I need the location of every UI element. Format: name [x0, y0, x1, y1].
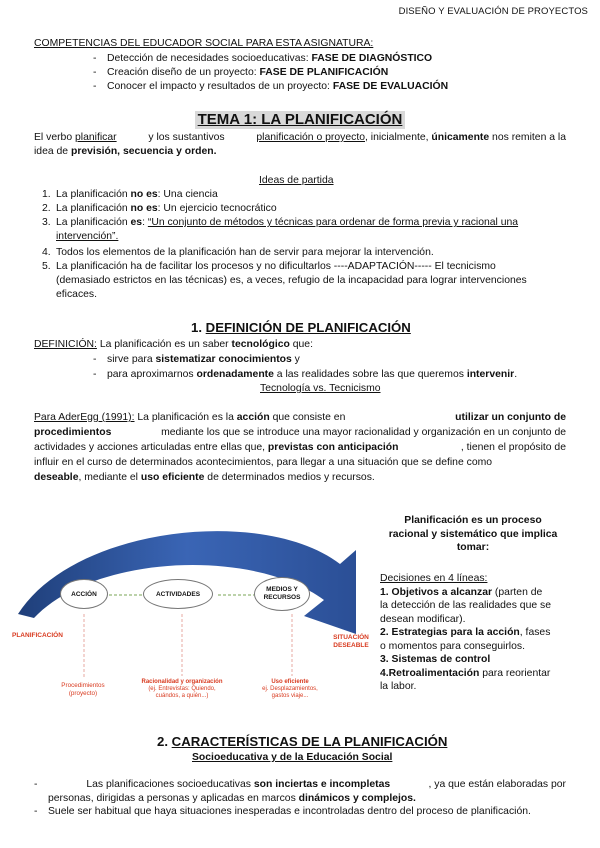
section-1-heading: 1. DEFINICIÓN DE PLANIFICACIÓN	[191, 320, 411, 335]
medios-node: MEDIOS Y RECURSOS	[254, 577, 310, 611]
definicion-item: sirve para sistematizar conocimientos y	[107, 354, 300, 365]
competencia-item: Creación diseño de un proyecto: FASE DE PLANIFICACIÓN	[107, 67, 389, 78]
list-item: 2. La planificación no es: Un ejercicio tecnocrático	[42, 203, 277, 214]
section-2-subtitle: Socioeducativa y de la Educación Social	[192, 752, 393, 763]
caracteristicas-list: Las planificaciones socioeducativas son inciertas e incompletas , ya que están elaboradas por personas, dirigidas a personas y aplicadas en marcos dinámicos y complejos. Suele ser habitual que haya situaciones inesperadas e incontroladas dentro del proceso de planificación.	[48, 779, 566, 817]
list-item: Las planificaciones socioeducativas son inciertas e incompletas , ya que están elaboradas por	[86, 779, 566, 790]
definicion: DEFINICIÓN: La planificación es un saber tecnológico que:	[34, 339, 313, 350]
ideas-title: Ideas de partida	[259, 175, 334, 186]
competencia-item: Detección de necesidades socioeducativas: FASE DE DIAGNÓSTICO	[107, 53, 433, 64]
procedimientos-label: Procedimientos (proyecto)	[61, 682, 105, 697]
list-item: Suele ser habitual que haya situaciones inesperadas e incontroladas dentro del proceso de planificación.	[48, 806, 531, 817]
actividades-node: ACTIVIDADES	[143, 579, 213, 609]
decisiones-block: Decisiones en 4 líneas: 1. Objetivos a alcanzar (parten de la detección de las realidades que se desean modificar). 2. Estrategias para la acción, fases o momentos para conseguirlos. 3. Sistemas de control 4.Retroalimentación para reorientar la labor.	[380, 573, 551, 692]
competencia-item: Conocer el impacto y resultados de un proyecto: FASE DE EVALUACIÓN	[107, 81, 449, 92]
definicion-item: para aproximarnos ordenadamente a las realidades sobre las que queremos intervenir.	[107, 369, 518, 380]
situacion-deseable-label: SITUACIÓN DESEABLE	[333, 634, 369, 649]
accion-node: ACCIÓN	[60, 579, 108, 609]
racionalidad-label: Racionalidad y organización (ej. Entrevistas: Quiendo, cuándos, a quién...)	[141, 679, 223, 699]
list-item: 1. La planificación no es: Una ciencia	[42, 189, 218, 200]
list-item: 3. La planificación es: “Un conjunto de métodos y técnicas para ordenar de forma previa y racional una	[42, 217, 519, 228]
planificacion-label: PLANIFICACIÓN	[12, 632, 63, 639]
section-2-heading: 2. CARACTERÍSTICAS DE LA PLANIFICACIÓN	[157, 734, 448, 749]
uso-eficiente-label: Uso eficiente ej. Desplazamientos, gastos viaje...	[262, 679, 318, 699]
side-summary: Planificación es un proceso racional y sistemático que implica tomar:	[388, 515, 558, 553]
page-header: DISEÑO Y EVALUACIÓN DE PROYECTOS	[398, 6, 588, 17]
tecnologia-subtitle: Tecnología vs. Tecnicismo	[260, 383, 381, 394]
competencias-title: COMPETENCIAS DEL EDUCADOR SOCIAL PARA ESTA ASIGNATURA:	[34, 38, 374, 49]
ander-egg-paragraph: Para AderEgg (1991): La planificación es la acción que consiste en utilizar un conjunto de procedimientos mediante los que se introduce una mayor racionalidad y organización en un conjunto de actividades y acciones articuladas entre ellas que, previstas con anticipación , tienen el propósito de influir en el curso de determinados acontecimientos, para llegar a una situación que se define como deseable, mediante el uso eficiente de determinados medios y recursos.	[34, 412, 566, 483]
intro-paragraph: El verbo planificar y los sustantivos planificación o proyecto, inicialmente, únicamente nos remiten a la idea de previsión, secuencia y orden.	[34, 132, 566, 157]
list-item: 5. La planificación ha de facilitar los procesos y no dificultarlos ----ADAPTACIÓN----- El tecnicismo	[42, 261, 496, 272]
tema-title: TEMA 1: LA PLANIFICACIÓN	[195, 111, 405, 129]
list-item: 4. Todos los elementos de la planificación han de servir para mejorar la intervención.	[42, 247, 434, 258]
ideas-list: 1. La planificación no es: Una ciencia 2. La planificación no es: Un ejercicio tecnocrático 3. La planificación es: “Un conjunto de métodos y técnicas para ordenar de forma previa y racional una intervención”. 4. Todos los elementos de la planificación han de servir para mejorar la intervención. 5. La planificación ha de facilitar los procesos y no dificultarlos ----ADAPTACIÓN----- El tecnicismo (demasiado estrictos en las técnicas) es, a veces, refugio de la incapacidad para lograr intervenciones eficaces.	[56, 188, 566, 302]
